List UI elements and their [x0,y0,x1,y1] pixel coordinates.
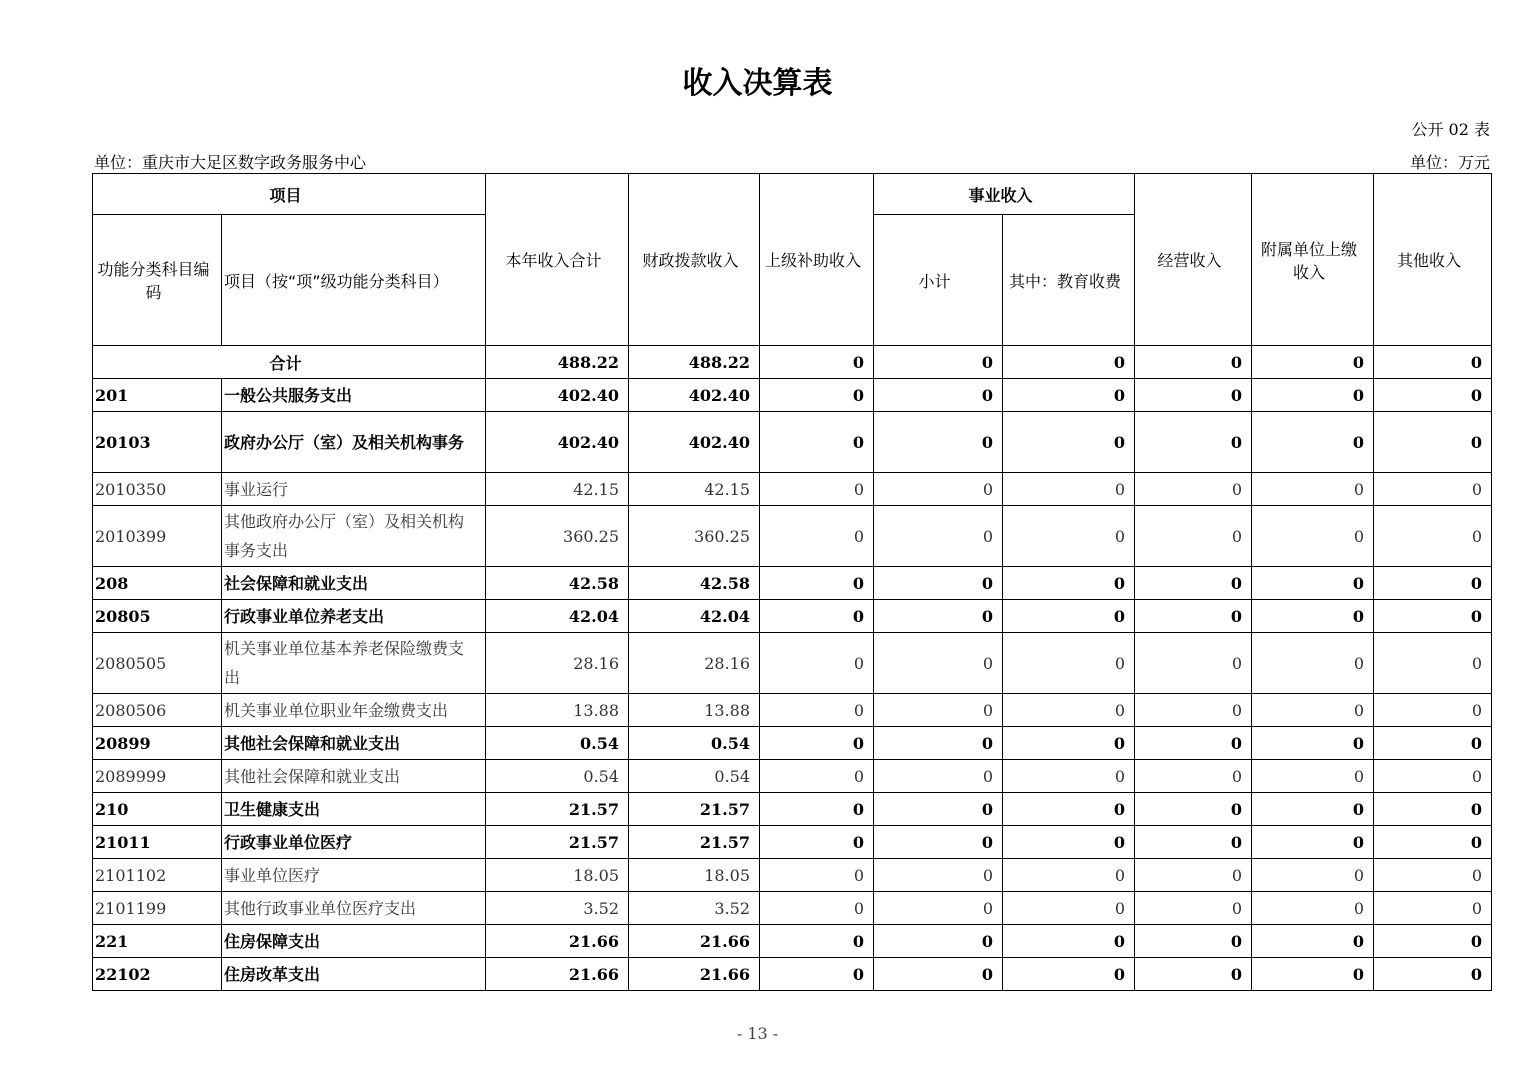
row-value: 0 [1135,600,1252,633]
row-code: 201 [93,379,222,412]
row-value: 0 [1003,633,1135,694]
row-name: 社会保障和就业支出 [222,567,486,600]
header-project: 项目 [93,174,486,215]
row-value: 0 [1135,859,1252,892]
row-value: 0 [1003,793,1135,826]
row-value: 0.54 [486,727,629,760]
row-value: 402.40 [629,379,760,412]
row-value: 0 [1003,600,1135,633]
row-value: 0 [1003,379,1135,412]
row-value: 21.57 [629,826,760,859]
row-value: 0 [874,379,1003,412]
table-row [93,567,1492,600]
row-value: 21.57 [486,826,629,859]
header-name: 项目（按“项”级功能分类科目） [222,215,486,346]
row-value: 0 [1003,958,1135,991]
row-code: 2101102 [93,859,222,892]
row-value: 42.15 [486,473,629,506]
row-value: 28.16 [629,633,760,694]
table-row [93,694,1492,727]
row-value: 13.88 [486,694,629,727]
table-row [93,958,1492,991]
total-value: 0 [760,346,874,379]
row-name: 一般公共服务支出 [222,379,486,412]
total-value: 0 [1374,346,1492,379]
row-value: 402.40 [486,379,629,412]
row-value: 0 [1135,633,1252,694]
table-row [93,760,1492,793]
row-value: 0 [1374,633,1492,694]
row-code: 20103 [93,412,222,473]
total-value: 0 [1003,346,1135,379]
total-value: 488.22 [486,346,629,379]
row-value: 0 [1003,567,1135,600]
row-value: 0 [1003,760,1135,793]
table-row [93,506,1492,567]
row-value: 0 [1252,760,1374,793]
row-value: 0 [1374,727,1492,760]
row-value: 21.66 [486,925,629,958]
row-value: 42.15 [629,473,760,506]
row-value: 0.54 [629,727,760,760]
row-value: 402.40 [629,412,760,473]
row-value: 0 [1374,925,1492,958]
row-value: 3.52 [486,892,629,925]
row-value: 3.52 [629,892,760,925]
row-value: 0 [1003,412,1135,473]
row-value: 0 [760,760,874,793]
row-value: 0 [760,892,874,925]
table-row [93,793,1492,826]
row-name: 其他行政事业单位医疗支出 [222,892,486,925]
row-value: 0 [1252,925,1374,958]
row-value: 0 [1374,892,1492,925]
row-value: 0 [1135,567,1252,600]
table-row [93,859,1492,892]
row-value: 0 [874,412,1003,473]
total-value: 0 [1135,346,1252,379]
header-superior: 上级补助收入 [760,174,874,346]
row-name: 事业单位医疗 [222,859,486,892]
row-name: 其他社会保障和就业支出 [222,727,486,760]
row-value: 21.66 [629,925,760,958]
total-label: 合计 [93,346,486,379]
row-value: 0.54 [486,760,629,793]
header-career: 事业收入 [874,174,1135,215]
row-value: 0 [1003,925,1135,958]
row-value: 0 [1252,826,1374,859]
row-value: 0 [1003,727,1135,760]
row-value: 0 [874,958,1003,991]
row-value: 0 [874,567,1003,600]
row-value: 0 [1374,600,1492,633]
row-value: 21.57 [486,793,629,826]
row-name: 住房改革支出 [222,958,486,991]
row-value: 42.58 [486,567,629,600]
total-value: 0 [1252,346,1374,379]
row-value: 0 [1252,727,1374,760]
row-name: 卫生健康支出 [222,793,486,826]
row-value: 0 [1252,892,1374,925]
table-row [93,826,1492,859]
row-value: 0 [874,633,1003,694]
row-value: 0 [1374,412,1492,473]
table-body [93,346,1492,991]
row-value: 0 [1252,506,1374,567]
row-value: 0 [1252,412,1374,473]
row-value: 0 [760,506,874,567]
row-value: 0 [874,694,1003,727]
row-value: 0 [760,567,874,600]
total-value: 0 [874,346,1003,379]
row-value: 0 [1374,760,1492,793]
row-value: 0 [1374,694,1492,727]
income-table [92,173,1492,991]
row-code: 20805 [93,600,222,633]
unit-organization: 单位：重庆市大足区数字政务服务中心 [94,153,367,172]
row-code: 2089999 [93,760,222,793]
row-value: 21.66 [486,958,629,991]
row-value: 0 [1252,379,1374,412]
row-value: 0 [760,793,874,826]
row-value: 0 [1135,379,1252,412]
row-code: 221 [93,925,222,958]
row-value: 0 [760,473,874,506]
table-row [93,473,1492,506]
row-value: 0 [1135,793,1252,826]
row-value: 0 [874,760,1003,793]
row-name: 行政事业单位养老支出 [222,600,486,633]
row-name: 政府办公厅（室）及相关机构事务 [222,412,486,473]
row-value: 0 [760,727,874,760]
row-value: 0 [874,826,1003,859]
row-value: 0 [1252,567,1374,600]
row-value: 0 [1135,473,1252,506]
row-code: 2080506 [93,694,222,727]
row-name: 事业运行 [222,473,486,506]
table-row [93,412,1492,473]
row-value: 13.88 [629,694,760,727]
row-name: 其他政府办公厅（室）及相关机构事务支出 [222,506,486,567]
total-value: 488.22 [629,346,760,379]
header-other: 其他收入 [1374,174,1492,346]
row-value: 0 [874,473,1003,506]
row-value: 18.05 [629,859,760,892]
total-row [93,346,1492,379]
row-value: 21.66 [629,958,760,991]
row-code: 210 [93,793,222,826]
row-value: 0 [1135,506,1252,567]
row-value: 0 [1374,567,1492,600]
header-total: 本年收入合计 [486,174,629,346]
row-name: 其他社会保障和就业支出 [222,760,486,793]
row-value: 0 [760,859,874,892]
row-value: 0 [1135,694,1252,727]
row-value: 0 [1003,892,1135,925]
row-value: 0 [760,379,874,412]
row-value: 28.16 [486,633,629,694]
row-value: 0 [1252,473,1374,506]
header-code: 功能分类科目编码 [93,215,222,346]
row-name: 行政事业单位医疗 [222,826,486,859]
row-value: 0 [1003,826,1135,859]
row-value: 0 [760,694,874,727]
row-value: 0 [760,633,874,694]
row-value: 0 [760,412,874,473]
header-edu: 其中：教育收费 [1003,215,1135,346]
row-value: 0 [1374,826,1492,859]
row-value: 0 [874,793,1003,826]
row-value: 0 [1135,958,1252,991]
page-number: - 13 - [736,1024,779,1043]
row-value: 0 [1374,793,1492,826]
row-value: 0 [1252,958,1374,991]
row-value: 0 [1135,925,1252,958]
row-code: 208 [93,567,222,600]
row-code: 2080505 [93,633,222,694]
row-value: 0 [874,859,1003,892]
row-value: 0 [1252,793,1374,826]
row-value: 0 [1374,473,1492,506]
row-code: 2010399 [93,506,222,567]
row-value: 0 [1003,473,1135,506]
form-number: 公开 02 表 [1411,120,1490,139]
table-row [93,892,1492,925]
row-value: 360.25 [629,506,760,567]
row-value: 0 [874,600,1003,633]
row-value: 42.04 [486,600,629,633]
row-code: 20899 [93,727,222,760]
row-name: 机关事业单位基本养老保险缴费支出 [222,633,486,694]
row-name: 住房保障支出 [222,925,486,958]
table-row [93,925,1492,958]
row-value: 0 [1135,826,1252,859]
row-value: 18.05 [486,859,629,892]
header-operating: 经营收入 [1135,174,1252,346]
header-affiliated: 附属单位上缴收入 [1252,174,1374,346]
row-value: 21.57 [629,793,760,826]
row-value: 0 [1135,760,1252,793]
row-value: 0 [1003,506,1135,567]
row-value: 0 [874,727,1003,760]
row-value: 0 [874,892,1003,925]
row-value: 0 [874,506,1003,567]
row-value: 0 [1135,727,1252,760]
row-value: 0.54 [629,760,760,793]
table-row [93,600,1492,633]
row-value: 0 [1135,892,1252,925]
row-value: 0 [1374,859,1492,892]
row-value: 402.40 [486,412,629,473]
row-value: 42.58 [629,567,760,600]
row-code: 2010350 [93,473,222,506]
row-value: 0 [1003,859,1135,892]
row-value: 0 [1003,694,1135,727]
row-value: 0 [874,925,1003,958]
row-value: 42.04 [629,600,760,633]
row-value: 0 [760,925,874,958]
table-row [93,727,1492,760]
row-code: 2101199 [93,892,222,925]
row-value: 0 [1252,694,1374,727]
row-name: 机关事业单位职业年金缴费支出 [222,694,486,727]
row-value: 0 [1135,412,1252,473]
header-fiscal: 财政拨款收入 [629,174,760,346]
page-title: 收入决算表 [682,66,833,101]
row-value: 0 [1252,859,1374,892]
row-value: 0 [1374,958,1492,991]
table-row [93,633,1492,694]
table-row [93,379,1492,412]
row-value: 0 [760,826,874,859]
row-value: 0 [1252,633,1374,694]
row-value: 0 [1374,506,1492,567]
header-subtotal: 小计 [874,215,1003,346]
row-value: 0 [760,600,874,633]
row-value: 0 [1252,600,1374,633]
row-value: 0 [760,958,874,991]
unit-currency: 单位：万元 [1409,153,1490,172]
row-value: 360.25 [486,506,629,567]
row-value: 0 [1374,379,1492,412]
row-code: 22102 [93,958,222,991]
row-code: 21011 [93,826,222,859]
